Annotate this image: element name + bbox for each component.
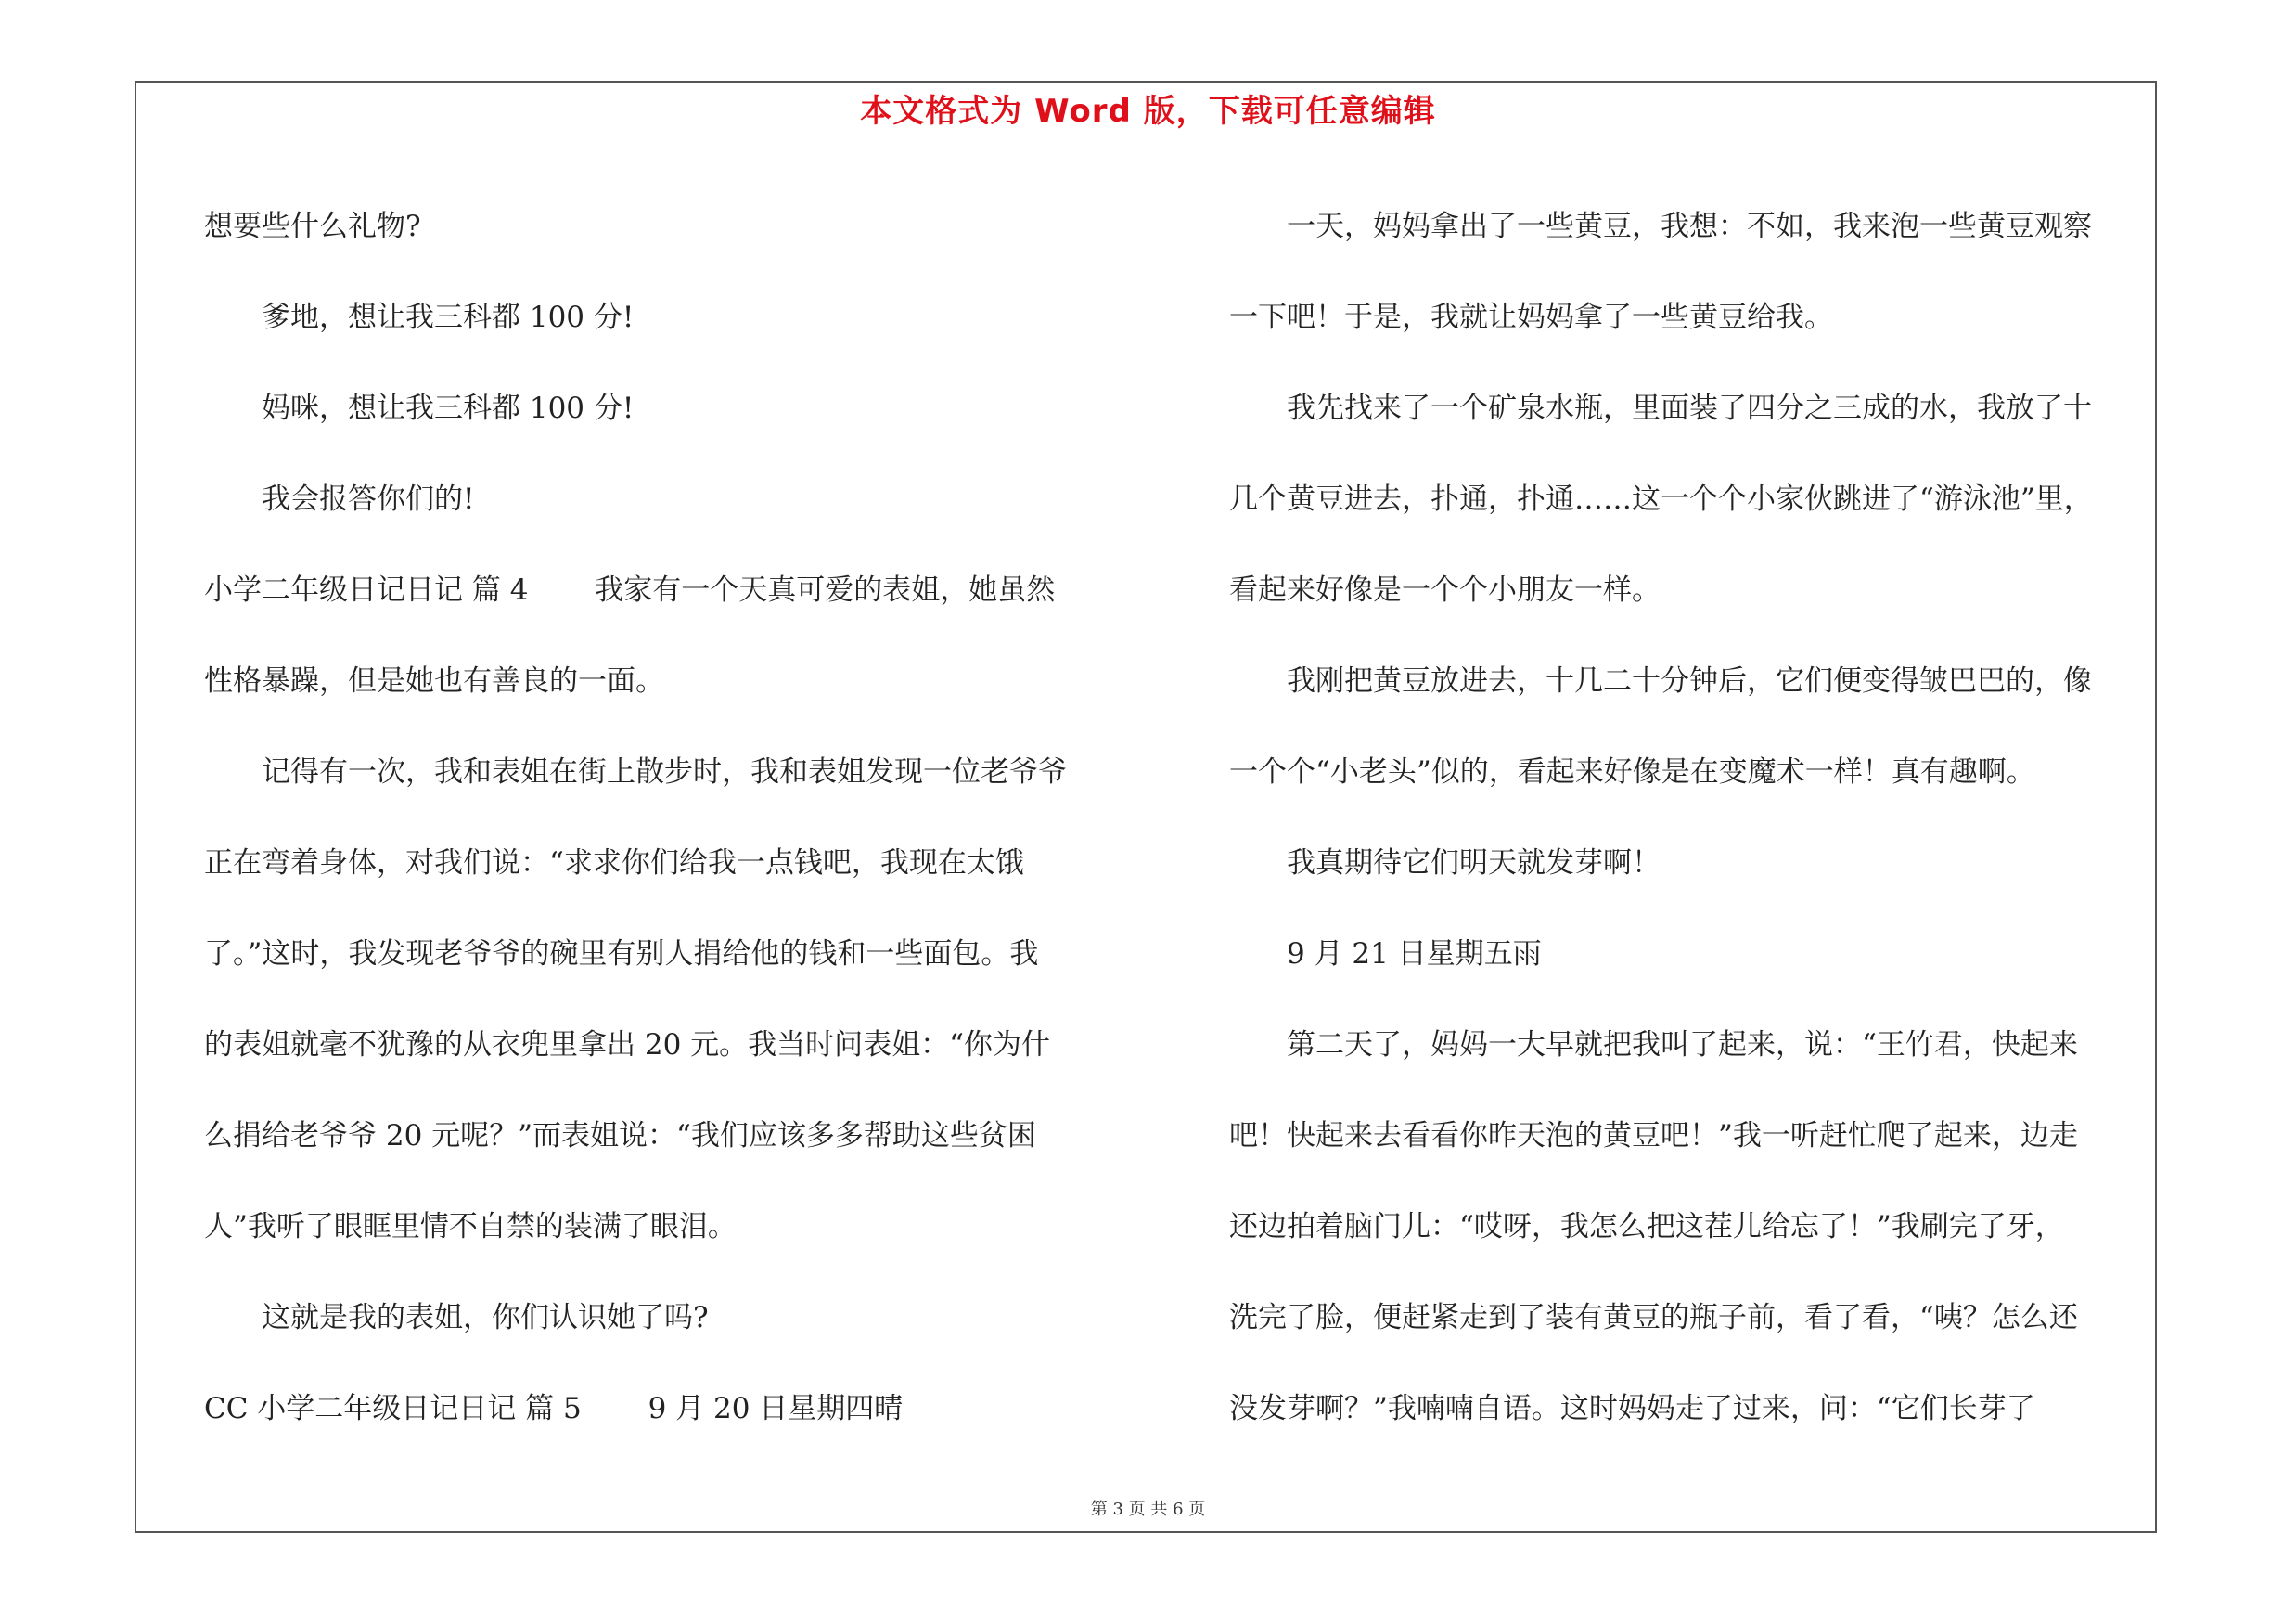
text-line: 还边拍着脑门儿：“哎呀，我怎么把这茬儿给忘了！”我刷完了牙， (1229, 1210, 2064, 1243)
text-line: 我先找来了一个矿泉水瓶，里面装了四分之三成的水，我放了十 (1229, 392, 2092, 425)
text-line: 性格暴躁，但是她也有善良的一面。 (204, 664, 664, 698)
text-line: 爹地，想让我三科都 100 分! (204, 301, 635, 334)
text-line: 想要些什么礼物? (204, 210, 421, 243)
left-text-column (204, 181, 1132, 1454)
text-line: 9 月 21 日星期五雨 (1229, 937, 1542, 971)
text-line: 了。”这时，我发现老爷爷的碗里有别人捐给他的钱和一些面包。我 (204, 937, 1039, 971)
text-line: 一天，妈妈拿出了一些黄豆，我想：不如，我来泡一些黄豆观察 (1229, 210, 2092, 243)
text-line: 洗完了脸，便赶紧走到了装有黄豆的瓶子前，看了看，“咦？怎么还 (1229, 1301, 2078, 1334)
right-text-column (1229, 181, 2152, 1454)
text-line: 这就是我的表姐，你们认识她了吗? (204, 1301, 709, 1334)
text-line: 么捐给老爷爷 20 元呢？”而表姐说：“我们应该多多帮助这些贫困 (204, 1119, 1036, 1153)
text-line: 记得有一次，我和表姐在街上散步时，我和表姐发现一位老爷爷 (204, 755, 1067, 789)
text-line: 几个黄豆进去，扑通，扑通……这一个个小家伙跳进了“游泳池”里， (1229, 483, 2093, 516)
text-line: 正在弯着身体，对我们说：“求求你们给我一点钱吧，我现在太饿 (204, 846, 1024, 880)
text-line: 一下吧！于是，我就让妈妈拿了一些黄豆给我。 (1229, 301, 1833, 334)
header-banner: 本文格式为 Word 版，下载可任意编辑 (860, 93, 1436, 130)
text-line: 第二天了，妈妈一大早就把我叫了起来，说：“王竹君，快起来 (1229, 1028, 2078, 1062)
text-line: CC 小学二年级日记日记 篇 5 9 月 20 日星期四晴 (204, 1392, 904, 1425)
page-footer: 第 3 页 共 6 页 (1090, 1500, 1206, 1519)
text-line: 人”我听了眼眶里情不自禁的装满了眼泪。 (204, 1210, 737, 1243)
text-line: 我刚把黄豆放进去，十几二十分钟后，它们便变得皱巴巴的，像 (1229, 664, 2092, 698)
text-line: 我真期待它们明天就发芽啊！ (1229, 846, 1661, 880)
text-line: 的表姐就毫不犹豫的从衣兜里拿出 20 元。我当时问表姐：“你为什 (204, 1028, 1050, 1062)
text-line: 一个个“小老头”似的，看起来好像是在变魔术一样！真有趣啊。 (1229, 755, 2035, 789)
text-line: 小学二年级日记日记 篇 4 我家有一个天真可爱的表姐，她虽然 (204, 573, 1056, 607)
text-line: 我会报答你们的! (204, 483, 475, 516)
text-line: 妈咪，想让我三科都 100 分! (204, 392, 635, 425)
text-line: 看起来好像是一个个小朋友一样。 (1229, 573, 1661, 607)
text-line: 没发芽啊？”我喃喃自语。这时妈妈走了过来，问：“它们长芽了 (1229, 1392, 2035, 1425)
text-line: 吧！快起来去看看你昨天泡的黄豆吧！”我一听赶忙爬了起来，边走 (1229, 1119, 2078, 1153)
